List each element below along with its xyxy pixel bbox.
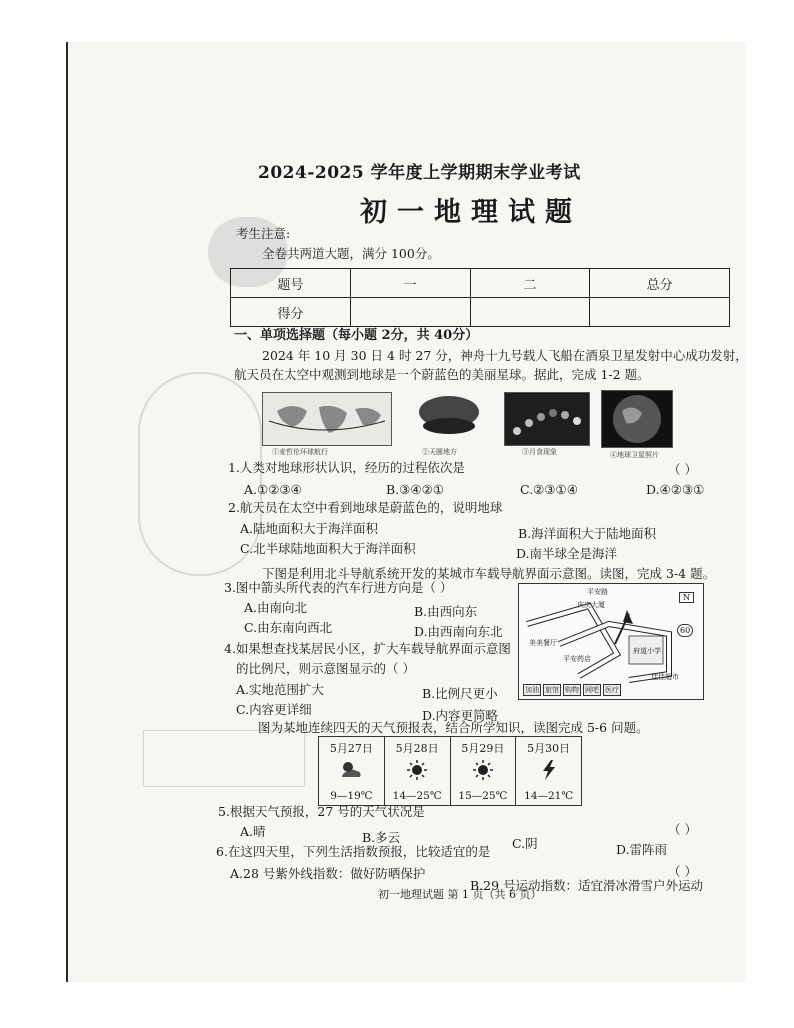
- option-d: D.由西南向东北: [414, 624, 503, 639]
- legend-item: 购物: [565, 686, 579, 694]
- question-5-stem: 5.根据天气预报，27 号的天气状况是: [218, 804, 425, 819]
- legend-item: 网吧: [585, 686, 599, 694]
- weather-temp: 9—19℃: [330, 790, 373, 802]
- legend-item: 旅馆: [545, 686, 559, 694]
- speed-limit-sign: 60: [677, 624, 693, 637]
- figure-caption: ①麦哲伦环球航行: [272, 448, 328, 456]
- score-entry-cell: [590, 298, 730, 327]
- bleed-grid: [143, 730, 305, 787]
- option-b: B.多云: [362, 830, 401, 845]
- magellan-route-image: [262, 392, 392, 446]
- option-d: D.南半球全是海洋: [516, 546, 618, 561]
- option-d: D.雷阵雨: [616, 842, 668, 857]
- score-entry-cell: [350, 298, 470, 327]
- subject-title: 初一地理试题: [360, 197, 582, 228]
- question-4-stem: 4.如果想查找某居民小区，扩大车载导航界面示意图: [224, 641, 511, 656]
- q56-intro: 图为某地连续四天的天气预报表，结合所学知识，读图完成 5-6 问题。: [258, 720, 649, 735]
- intro-line: 航天员在太空中观测到地球是一个蔚蓝色的美丽星球。据此，完成 1-2 题。: [234, 367, 650, 382]
- legend-item: 医疗: [605, 686, 619, 694]
- answer-paren: （ ）: [668, 864, 697, 879]
- weather-day: [385, 737, 451, 805]
- legend-item: 加油: [525, 686, 539, 694]
- sun-icon: [471, 759, 495, 781]
- figure-caption: ②天圆地方: [422, 448, 457, 456]
- option-b: B.由西向东: [414, 604, 478, 619]
- weather-temp: 15—25℃: [458, 790, 508, 802]
- score-header-cell: 一: [350, 269, 470, 298]
- world-map-icon: [263, 393, 391, 445]
- figure-caption: ④地球卫星照片: [610, 451, 659, 459]
- question-1-stem: 1.人类对地球形状认识，经历的过程依次是: [228, 460, 465, 475]
- option-c: C.内容更详细: [236, 702, 312, 717]
- sun-cloud-icon: [339, 759, 363, 781]
- option-d: D.④②③①: [646, 482, 705, 497]
- navigation-map: [518, 583, 704, 700]
- section-heading: 一、单项选择题（每小题 2分，共 40分）: [234, 328, 479, 343]
- direction-arrow-icon: [623, 610, 633, 624]
- weather-date: 5月27日: [329, 742, 373, 755]
- weather-temp: 14—21℃: [524, 790, 574, 802]
- score-table: [230, 268, 730, 327]
- weather-forecast-table: [318, 736, 582, 806]
- map-legend: [523, 684, 621, 696]
- earth-satellite-image: [601, 390, 673, 448]
- score-header-cell: 题号: [231, 269, 351, 298]
- weather-date: 5月29日: [461, 742, 505, 755]
- score-header-cell: 二: [470, 269, 590, 298]
- page-footer: 初一地理试题 第 1 页（共 6 页）: [378, 888, 542, 901]
- option-a: A.实地范围扩大: [236, 682, 325, 697]
- earth-icon: [602, 391, 672, 447]
- north-arrow-icon: N: [679, 592, 694, 603]
- map-label: 平安药店: [563, 655, 591, 663]
- option-d: D.内容更简略: [422, 708, 499, 723]
- map-label: 府道小学: [633, 647, 661, 655]
- notice-text: 全卷共两道大题，满分 100分。: [262, 246, 440, 261]
- q34-intro: 下图是利用北斗导航系统开发的某城市车载导航界面示意图。读图，完成 3-4 题。: [262, 566, 716, 581]
- sun-icon: [405, 759, 429, 781]
- weather-day: [319, 737, 385, 805]
- option-c: C.②③①④: [520, 482, 578, 497]
- map-label: 庆庆大厦: [577, 601, 605, 609]
- weather-date: 5月30日: [527, 742, 571, 755]
- option-c: C.北半球陆地面积大于海洋面积: [240, 541, 416, 556]
- lunar-eclipse-image: [504, 392, 590, 446]
- notice-label: 考生注意:: [236, 226, 291, 241]
- option-a: A.晴: [240, 824, 266, 839]
- dome-icon: [410, 392, 488, 444]
- option-c: C.阴: [512, 836, 538, 851]
- weather-date: 5月28日: [395, 742, 439, 755]
- question-4-stem: 的比例尺，则示意图显示的（ ）: [236, 661, 415, 676]
- option-b: B.海洋面积大于陆地面积: [518, 526, 657, 541]
- option-b: B.29 号运动指数：适宜滑冰滑雪户外运动: [470, 878, 704, 893]
- thunder-icon: [537, 759, 561, 781]
- option-c: C.由东南向西北: [244, 620, 333, 635]
- intro-line: 2024 年 10 月 30 日 4 时 27 分，神舟十九号载人飞船在酒泉卫星发射中心成功发射，: [262, 348, 748, 363]
- option-a: A.①②③④: [244, 482, 302, 497]
- eclipse-phases-icon: [505, 393, 589, 445]
- option-a: A.由南向北: [244, 600, 308, 615]
- weather-temp: 14—25℃: [392, 790, 442, 802]
- weather-day: [451, 737, 517, 805]
- question-3-stem: 3.图中箭头所代表的汽车行进方向是（ ）: [224, 580, 453, 595]
- figure-caption: ③月食现象: [522, 448, 557, 456]
- option-b: B.比例尺更小: [422, 686, 498, 701]
- question-6-stem: 6.在这四天里，下列生活指数预报，比较适宜的是: [216, 844, 491, 859]
- map-label: 平安路: [587, 588, 608, 596]
- option-b: B.③④②①: [386, 482, 444, 497]
- map-label: 佳佳超市: [651, 673, 679, 681]
- option-a: A.28 号紫外线指数：做好防晒保护: [230, 866, 426, 881]
- map-label: 美美餐厅: [529, 639, 557, 647]
- round-sky-image: [410, 392, 488, 444]
- weather-day: [516, 737, 581, 805]
- exam-title: 2024-2025 学年度上学期期末学业考试: [258, 163, 581, 183]
- answer-paren: （ ）: [668, 462, 697, 477]
- answer-paren: （ ）: [668, 822, 697, 837]
- score-label-cell: 得分: [231, 298, 351, 327]
- score-header-cell: 总分: [590, 269, 730, 298]
- option-a: A.陆地面积大于海洋面积: [240, 521, 379, 536]
- question-2-stem: 2.航天员在太空中看到地球是蔚蓝色的，说明地球: [228, 500, 503, 515]
- score-entry-cell: [470, 298, 590, 327]
